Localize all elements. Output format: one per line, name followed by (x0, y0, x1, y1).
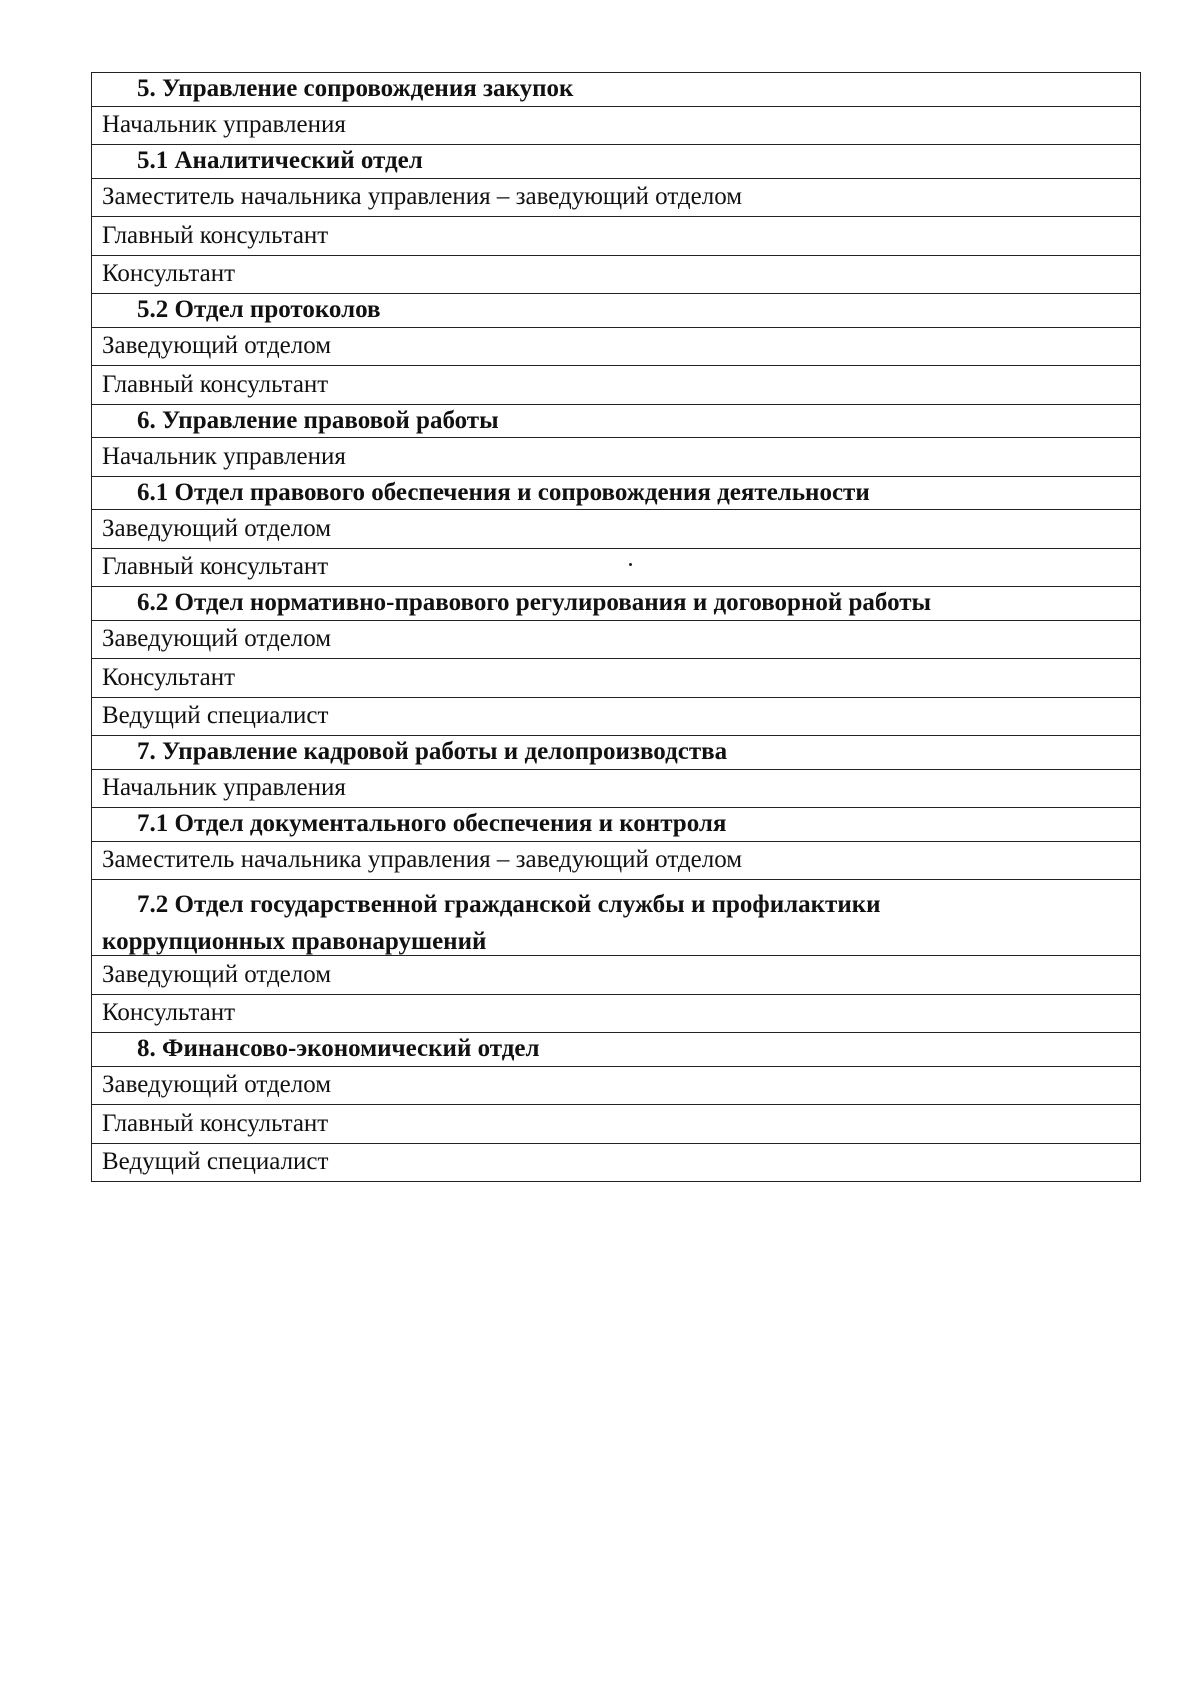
staff-table (91, 72, 1141, 1182)
position-row: Главный консультант (92, 549, 1140, 588)
department-heading-line: 7.2 Отдел государственной гражданской службы и профилактики (137, 891, 881, 918)
position-row: Консультант (92, 995, 1140, 1034)
section-heading: 7. Управление кадровой работы и делопроизводства (92, 736, 1140, 770)
position-row: Главный консультант (92, 366, 1140, 405)
position-row: Начальник управления (92, 770, 1140, 809)
position-row: Заместитель начальника управления – заведующий отделом (92, 179, 1140, 218)
department-heading-line: коррупционных правонарушений (102, 928, 487, 955)
section-heading: 8. Финансово-экономический отдел (92, 1033, 1140, 1067)
position-row: Заведующий отделом (92, 1067, 1140, 1106)
position-row: Консультант (92, 256, 1140, 295)
section-heading: 5. Управление сопровождения закупок (92, 73, 1140, 107)
department-heading: 6.2 Отдел нормативно-правового регулирования и договорной работы (92, 587, 1140, 621)
position-row: Заведующий отделом (92, 510, 1140, 549)
position-row: Заведующий отделом (92, 328, 1140, 367)
position-row: Консультант (92, 659, 1140, 698)
position-row: Ведущий специалист (92, 698, 1140, 737)
position-row: Заместитель начальника управления – заведующий отделом (92, 842, 1140, 881)
section-heading: 6. Управление правовой работы (92, 405, 1140, 439)
position-row: Начальник управления (92, 438, 1140, 477)
department-heading: 5.1 Аналитический отдел (92, 145, 1140, 179)
position-row: Начальник управления (92, 107, 1140, 146)
department-heading (92, 880, 1140, 956)
department-heading: 5.2 Отдел протоколов (92, 294, 1140, 328)
scan-speck (629, 563, 632, 566)
position-row: Заведующий отделом (92, 956, 1140, 995)
position-row: Ведущий специалист (92, 1144, 1140, 1183)
department-heading: 6.1 Отдел правового обеспечения и сопровождения деятельности (92, 477, 1140, 511)
position-row: Заведующий отделом (92, 621, 1140, 660)
position-row: Главный консультант (92, 1105, 1140, 1144)
department-heading: 7.1 Отдел документального обеспечения и контроля (92, 808, 1140, 842)
position-row: Главный консультант (92, 217, 1140, 256)
